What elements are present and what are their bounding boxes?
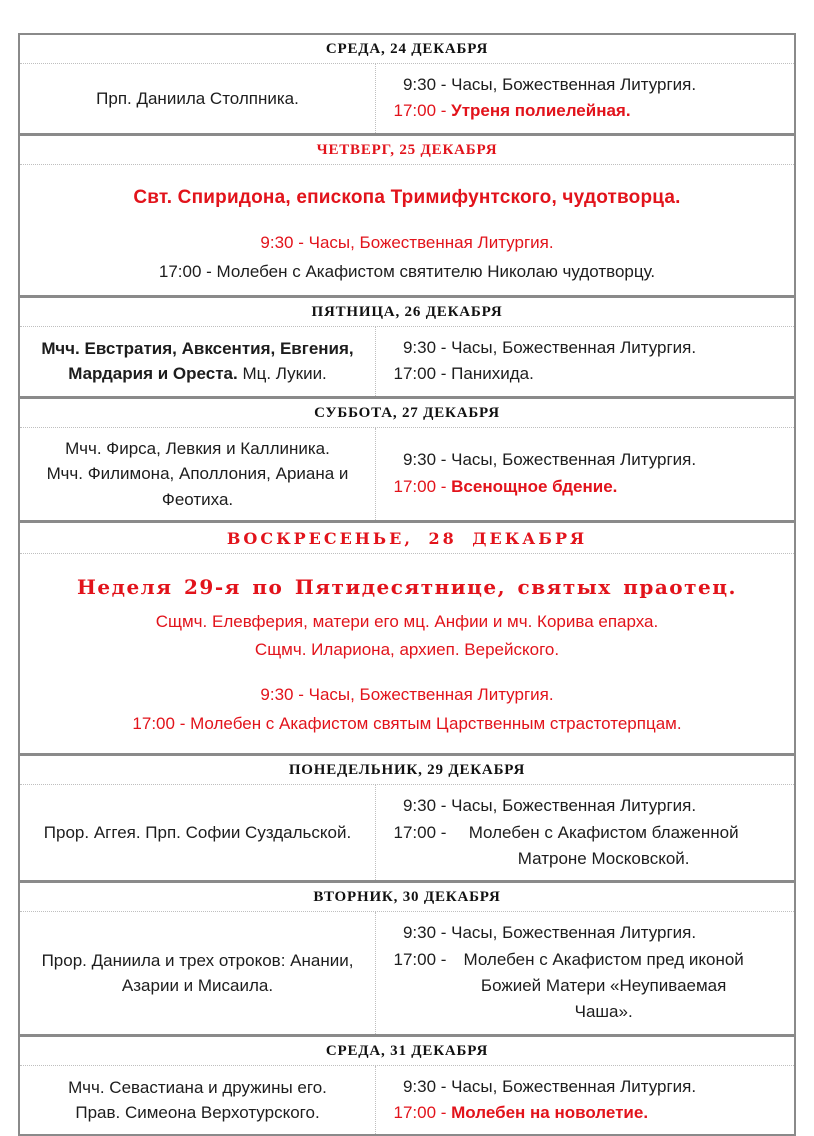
service-line [30,259,784,285]
services-cell [376,327,794,396]
feast-title: Неделя 29-я по Пятидесятнице, святых праотец. [77,575,737,599]
service-line [388,335,788,361]
service-line [388,920,788,946]
service-desc: Часы, Божественная Литургия. [451,1076,697,1096]
service-line [388,793,788,819]
feast-title: Свт. Спиридона, епископа Тримифунтского, чудотворца. [133,186,681,208]
day-section-sat-27 [20,396,794,521]
service-desc: Молебен на новолетие. [451,1103,649,1123]
service-desc: Молебен с Акафистом пред иконой Божией Матери «Неупиваемая Чаша». [463,949,744,1022]
saints-cell [20,64,376,133]
service-desc: Часы, Божественная Литургия. [308,233,554,253]
schedule-table [18,33,796,1136]
service-time: 9:30 [402,923,437,943]
time-separator: - [436,796,452,816]
service-desc: Утреня полиелейная. [451,101,631,121]
time-separator: - [436,476,452,496]
day-header: СРЕДА, 31 ДЕКАБРЯ [20,1037,794,1066]
services-cell [376,64,794,133]
saints-text: Прав. Симеона Верхотурского. [75,1103,320,1123]
day-body [20,327,794,396]
services-cell [376,785,794,880]
service-desc: Часы, Божественная Литургия. [308,684,554,704]
service-line [388,72,788,98]
day-section-sun-28 [20,520,794,753]
service-time: 9:30 [402,450,437,470]
day-body [20,785,794,880]
services-block [30,682,784,738]
day-section-thu-25 [20,133,794,295]
services-cell [376,1066,794,1135]
day-section-wed-31 [20,1034,794,1135]
saints-text: Мчч. Севастиана и дружины его. [68,1077,327,1097]
service-time: 17:00 [393,1103,437,1123]
service-time: 9:30 [260,684,294,704]
service-desc: Часы, Божественная Литургия. [451,450,697,470]
saints-text-bold: Мчч. Евстратия, Авксентия, Евгения, Мардария и Ореста. [41,338,354,384]
saints-text: Сщмч. Елевферия, матери его мц. Анфии и мч. Корива епарха. [155,612,659,631]
service-desc: Молебен с Акафистом блаженной Матроне Московской. [468,822,739,869]
day-header: СРЕДА, 24 ДЕКАБРЯ [20,35,794,64]
service-line [388,1100,788,1126]
time-separator: - [436,923,452,943]
saints-cell [20,1066,376,1135]
day-header: СУББОТА, 27 ДЕКАБРЯ [20,399,794,428]
service-time: 9:30 [402,796,437,816]
day-section-tue-30 [20,880,794,1033]
saints-text: Мчч. Филимона, Аполлония, Ариана и Феотиха. [46,464,349,509]
service-line [388,361,788,387]
time-separator: - [436,822,452,842]
services-cell [376,428,794,521]
day-section-mon-29 [20,753,794,880]
time-separator: - [436,949,452,969]
day-body [20,64,794,133]
service-line [388,474,788,500]
service-line [388,1074,788,1100]
service-line [388,447,788,473]
time-separator: - [436,1076,452,1096]
service-time: 17:00 [393,101,437,121]
service-time: 17:00 [393,949,437,969]
time-separator: - [436,337,452,357]
time-separator: - [293,684,309,704]
service-desc: Молебен с Акафистом святым Царственным страстотерпцам. [190,714,682,734]
saints-text: Прор. Даниила и трех отроков: Анании, Азарии и Мисаила. [41,950,354,996]
day-header: ВТОРНИК, 30 ДЕКАБРЯ [20,883,794,912]
service-line [388,98,788,124]
service-line [30,230,784,256]
saints-cell [20,785,376,880]
day-body [20,1066,794,1135]
service-desc: Часы, Божественная Литургия. [451,796,697,816]
time-separator: - [436,1103,452,1123]
service-desc: Панихида. [451,364,534,384]
day-header: ВОСКРЕСЕНЬЕ, 28 ДЕКАБРЯ [20,523,794,554]
day-header: ПЯТНИЦА, 26 ДЕКАБРЯ [20,298,794,327]
saints-text: Мчч. Фирса, Левкия и Каллиника. [65,438,330,458]
time-separator: - [436,450,452,470]
saints-cell [20,327,376,396]
service-line [30,711,784,737]
service-time: 17:00 [393,364,437,384]
saints-text: Мц. Лукии. [242,364,327,384]
service-desc: Часы, Божественная Литургия. [451,75,697,94]
time-separator: - [436,75,452,94]
time-separator: - [436,101,452,121]
service-time: 17:00 [132,714,175,734]
service-line [388,820,788,873]
service-desc: Часы, Божественная Литургия. [451,337,697,357]
service-time: 9:30 [402,75,437,94]
service-desc: Всенощное бдение. [451,476,618,496]
saints-text: Прор. Аггея. Прп. Софии Суздальской. [43,823,352,843]
service-desc: Часы, Божественная Литургия. [451,923,697,943]
service-time: 17:00 [393,476,437,496]
day-header: ЧЕТВЕРГ, 25 ДЕКАБРЯ [20,136,794,165]
day-body [20,165,794,295]
day-section-fri-26 [20,295,794,396]
day-body [20,912,794,1033]
time-separator: - [174,714,191,734]
day-section-wed-24 [20,35,794,133]
saints-text: Сщмч. Илариона, архиеп. Верейского. [254,640,560,660]
time-separator: - [293,233,309,253]
services-cell [376,912,794,1033]
time-separator: - [436,364,452,384]
service-time: 9:30 [402,337,437,357]
service-time: 17:00 [158,262,202,282]
saints-cell [20,912,376,1033]
saints-cell [20,428,376,521]
service-time: 9:30 [260,233,294,253]
service-time: 17:00 [393,822,437,842]
service-line [388,947,788,1026]
service-desc: Молебен с Акафистом святителю Николаю чудотворцу. [216,262,656,282]
service-time: 9:30 [402,1076,437,1096]
service-line [30,682,784,708]
day-header: ПОНЕДЕЛЬНИК, 29 ДЕКАБРЯ [20,756,794,785]
day-body [20,554,794,753]
time-separator: - [201,262,217,282]
day-body [20,428,794,521]
saints-text: Прп. Даниила Столпника. [96,88,299,108]
